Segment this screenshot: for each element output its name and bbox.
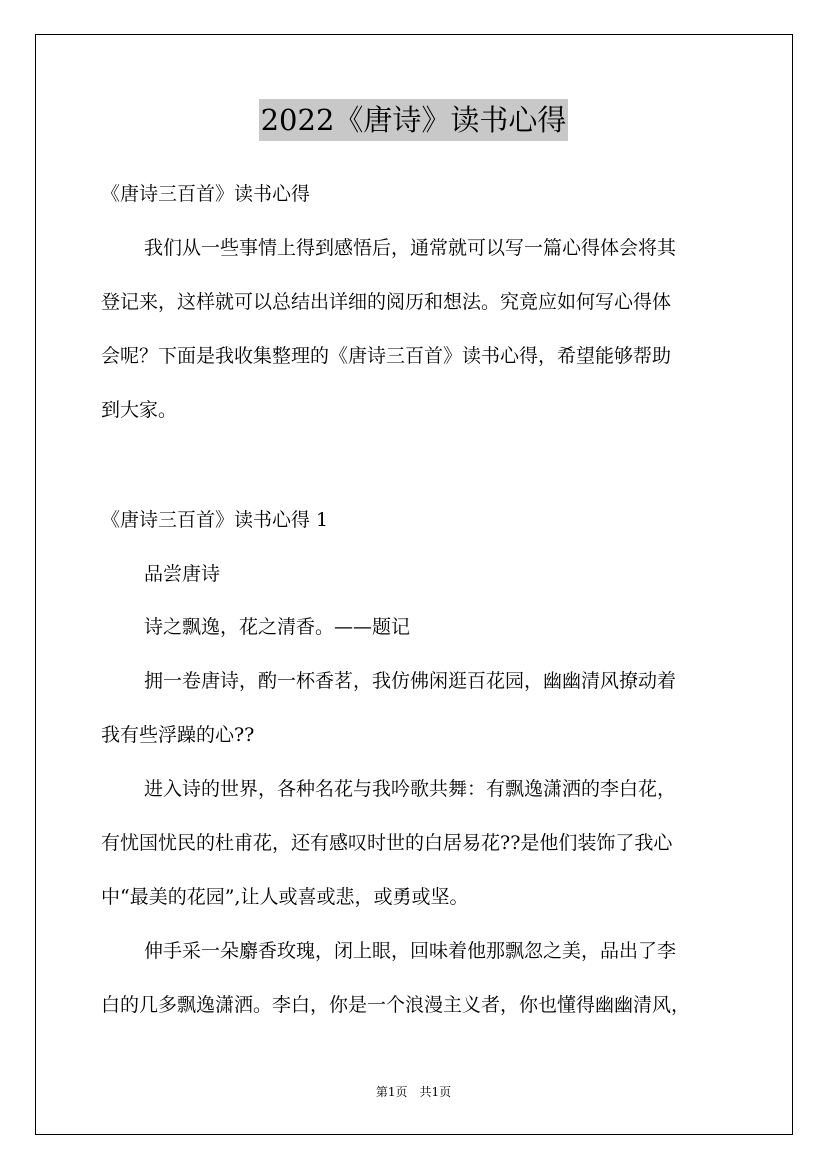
- paragraph-line: 进入诗的世界，各种名花与我吟歌共舞：有飘逸潇洒的李白花，: [144, 778, 677, 800]
- paragraph-line: 中“最美的花园”,让人或喜或悲，或勇或坚。: [101, 886, 469, 908]
- paragraph-line: 有忧国忧民的杜甫花，还有感叹时世的白居易花??是他们装饰了我心: [101, 832, 673, 854]
- page-number-footer: 第1页 共1页: [375, 1085, 452, 1099]
- intro-line: 我们从一些事情上得到感悟后，通常就可以写一篇心得体会将其: [144, 237, 677, 259]
- section-heading: 《唐诗三百首》读书心得 1: [101, 509, 329, 531]
- document-subtitle: 《唐诗三百首》读书心得: [101, 183, 311, 205]
- intro-line: 到大家。: [101, 399, 178, 421]
- section-title: 品尝唐诗: [144, 563, 221, 585]
- paragraph-line: 我有些浮躁的心??: [101, 724, 255, 746]
- paragraph-line: 拥一卷唐诗，酌一杯香茗，我仿佛闲逛百花园，幽幽清风撩动着: [144, 670, 677, 692]
- intro-line: 登记来，这样就可以总结出详细的阅历和想法。究竟应如何写心得体: [101, 291, 672, 313]
- paragraph-line: 伸手采一朵麝香玫瑰，闭上眼，回味着他那飘忽之美，品出了李: [144, 940, 677, 962]
- title-container: [0, 99, 827, 141]
- paragraph-line: 白的几多飘逸潇洒。李白，你是一个浪漫主义者，你也懂得幽幽清风，: [101, 994, 691, 1016]
- document-title: 2022《唐诗》读书心得: [259, 99, 569, 141]
- intro-line: 会呢？下面是我收集整理的《唐诗三百首》读书心得，希望能够帮助: [101, 345, 672, 367]
- epigraph: 诗之飘逸，花之清香。——题记: [144, 616, 411, 638]
